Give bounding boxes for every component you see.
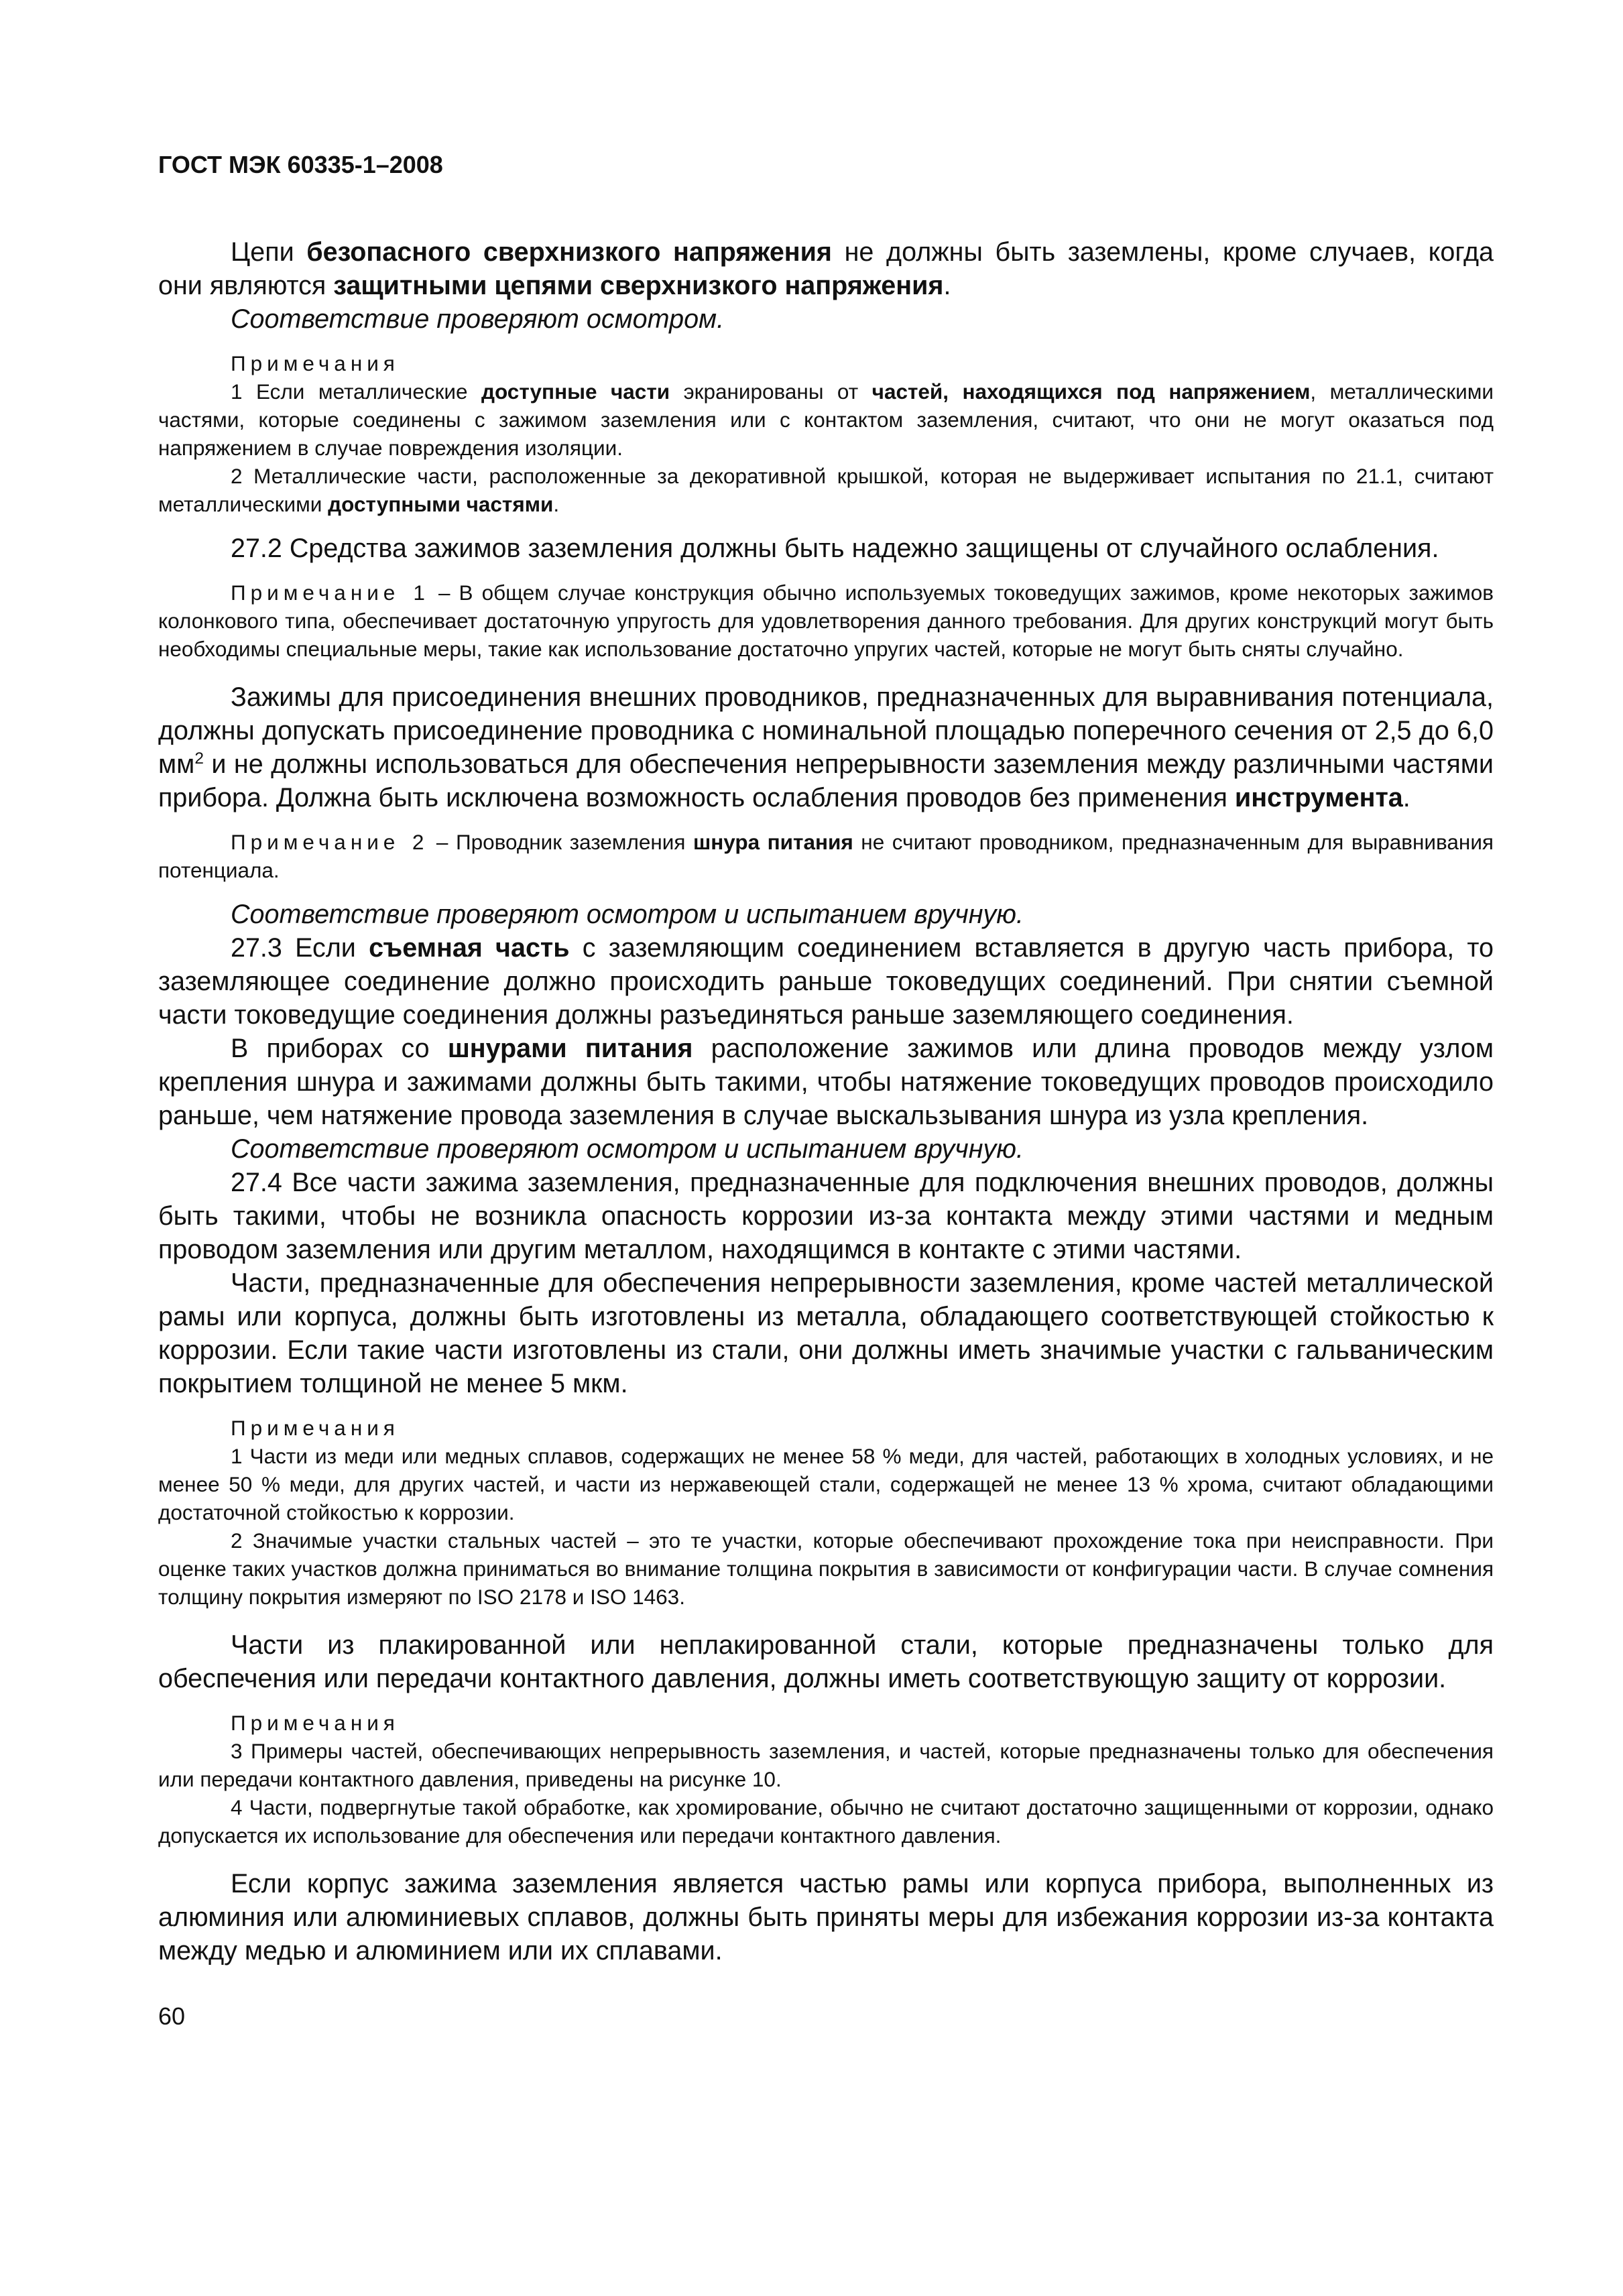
paragraph bbox=[158, 1266, 1494, 1400]
notes-label bbox=[158, 1709, 1494, 1737]
text-run: 1 Части из меди или медных сплавов, содержащих не менее 58 % меди, для частей, работающих в холодных условиях, и не менее 50 % меди, для других частей, и части из нержавеющей стали, содержащей не менее 13 % хрома, считают обладающими достаточной стойкостью к коррозии. bbox=[158, 1444, 1494, 1524]
text-run: – В общем случае конструкция обычно используемых токоведущих зажимов, кроме некоторых зажимов колонкового типа, обеспечивает достаточную упругость для удовлетворения данного требования. Для других конструкций могут быть необходимы специальные меры, такие как использование достаточно упругих частей, которые не могут быть сняты случайно. bbox=[158, 581, 1494, 661]
text-run: Зажимы для присоединения внешних проводников, предназначенных для выравнивания потенциала, должны допускать присоединение проводника с номинальной площадью поперечного сечения от 2,5 до 6,0 мм bbox=[158, 682, 1494, 779]
bold-term: инструмента bbox=[1234, 783, 1403, 812]
text-run: 27.3 Если bbox=[231, 933, 369, 963]
text-run: 3 Примеры частей, обеспечивающих непрерывность заземления, и частей, которые предназначены только для обеспечения или передачи контактного давления, приведены на рисунке 10. bbox=[158, 1739, 1494, 1791]
text-run: не должны быть заземлены, кроме случаев, когда они являются bbox=[158, 237, 1494, 300]
note bbox=[158, 377, 1494, 462]
note bbox=[158, 1442, 1494, 1526]
text-run: Части, предназначенные для обеспечения непрерывности заземления, кроме частей металлической рамы или корпуса, должны быть изготовлены из металла, обладающего соответствующей стойкостью к коррозии. Если такие части изготовлены из стали, они должны иметь значимые участки с гальваническим покрытием толщиной не менее 5 мкм. bbox=[158, 1268, 1494, 1398]
paragraph bbox=[158, 302, 1494, 336]
italic-text: Соответствие проверяют осмотром и испытанием вручную. bbox=[231, 1134, 1024, 1164]
text-run: Примечания bbox=[231, 351, 400, 375]
text-run: 2 Металлические части, расположенные за декоративной крышкой, которая не выдерживает испытания по 21.1, считают металлическими bbox=[158, 464, 1494, 516]
text-run: экранированы от bbox=[670, 379, 872, 404]
paragraph bbox=[158, 1032, 1494, 1132]
text-run: 27.4 Все части зажима заземления, предназначенные для подключения внешних проводов, должны быть такими, чтобы не возникла опасность коррозии из-за контакта между этими частями и медным проводом заземления или другим металлом, находящимся в контакте с этими частями. bbox=[158, 1168, 1494, 1264]
paragraph bbox=[158, 1132, 1494, 1166]
text-run: с заземляющим соединением вставляется в другую часть прибора, то заземляющее соединение должно происходить раньше токоведущих соединений. При снятии съемной части токоведущие соединения должны разъединяться раньше заземляющего соединения. bbox=[158, 933, 1494, 1030]
bold-term: доступными частями bbox=[328, 492, 554, 516]
text-run: не считают проводником, предназначенным для выравнивания потенциала. bbox=[158, 830, 1494, 882]
note bbox=[158, 828, 1494, 884]
note bbox=[158, 1737, 1494, 1793]
note bbox=[158, 462, 1494, 518]
text-run: Примечания bbox=[231, 1711, 400, 1735]
document-body bbox=[158, 235, 1494, 1968]
bold-term: безопасного сверхнизкого напряжения bbox=[306, 237, 832, 267]
bold-term: защитными цепями сверхнизкого напряжения bbox=[333, 271, 944, 300]
paragraph bbox=[158, 1867, 1494, 1968]
text-run: Если корпус зажима заземления является частью рамы или корпуса прибора, выполненных из алюминия или алюминиевых сплавов, должны быть приняты меры для избежания коррозии из-за контакта между медью и алюминием или их сплавами. bbox=[158, 1869, 1494, 1966]
paragraph bbox=[158, 680, 1494, 814]
superscript: 2 bbox=[194, 749, 204, 768]
document-page bbox=[158, 151, 1494, 2242]
text-run: . bbox=[943, 271, 951, 300]
text-run: Примечания bbox=[231, 1416, 400, 1440]
text-run: 4 Части, подвергнутые такой обработке, как хромирование, обычно не считают достаточно защищенными от коррозии, однако допускается их использование для обеспечения или передачи контактного давления. bbox=[158, 1795, 1494, 1848]
paragraph bbox=[158, 931, 1494, 1032]
bold-term: шнурами питания bbox=[447, 1034, 693, 1063]
paragraph bbox=[158, 1166, 1494, 1266]
text-run: . bbox=[1402, 783, 1410, 812]
text-run: Примечание 2 bbox=[231, 830, 429, 854]
text-run: – Проводник заземления bbox=[428, 830, 693, 854]
notes-label bbox=[158, 1414, 1494, 1442]
paragraph bbox=[158, 235, 1494, 302]
text-run: Части из плакированной или неплакированной стали, которые предназначены только для обеспечения или передачи контактного давления, должны иметь соответствующую защиту от коррозии. bbox=[158, 1630, 1494, 1693]
note bbox=[158, 1526, 1494, 1611]
note bbox=[158, 1793, 1494, 1850]
text-run: 1 Если металлические bbox=[231, 379, 481, 404]
italic-text: Соответствие проверяют осмотром. bbox=[231, 304, 725, 334]
paragraph bbox=[158, 898, 1494, 931]
paragraph bbox=[158, 1628, 1494, 1695]
bold-term: частей, находящихся под напряжением bbox=[871, 379, 1311, 404]
text-run: 2 Значимые участки стальных частей – это те участки, которые обеспечивают прохождение тока при неисправности. При оценке таких участков должна приниматься во внимание толщина покрытия в зависимости от конфигурации части. В случае сомнения толщину покрытия измеряют по ISO 2178 и ISO 1463. bbox=[158, 1528, 1494, 1609]
text-run: . bbox=[553, 492, 560, 516]
text-run: расположение зажимов или длина проводов между узлом крепления шнура и зажимами должны быть такими, чтобы натяжение токоведущих проводов происходило раньше, чем натяжение провода заземления в случае выскальзывания шнура из узла крепления. bbox=[158, 1034, 1494, 1130]
text-run: и не должны использоваться для обеспечения непрерывности заземления между различными частями прибора. Должна быть исключена возможность ослабления проводов без применения bbox=[158, 749, 1494, 812]
notes-label bbox=[158, 349, 1494, 377]
note bbox=[158, 579, 1494, 663]
text-run: , металлическими частями, которые соединены с зажимом заземления или с контактом заземления, считают, что они не могут оказаться под напряжением в случае повреждения изоляции. bbox=[158, 379, 1494, 460]
bold-term: доступные части bbox=[481, 379, 670, 404]
text-run: Примечание 1 bbox=[231, 581, 430, 605]
text-run: В приборах со bbox=[231, 1034, 448, 1063]
text-run: Цепи bbox=[231, 237, 307, 267]
paragraph bbox=[158, 532, 1494, 565]
bold-term: съемная часть bbox=[369, 933, 570, 963]
standard-code-header: ГОСТ МЭК 60335-1–2008 bbox=[158, 151, 443, 178]
page-number: 60 bbox=[158, 2002, 186, 2030]
text-run: 27.2 Средства зажимов заземления должны быть надежно защищены от случайного ослабления. bbox=[231, 534, 1439, 563]
italic-text: Соответствие проверяют осмотром и испытанием вручную. bbox=[231, 900, 1024, 929]
bold-term: шнура питания bbox=[693, 830, 853, 854]
